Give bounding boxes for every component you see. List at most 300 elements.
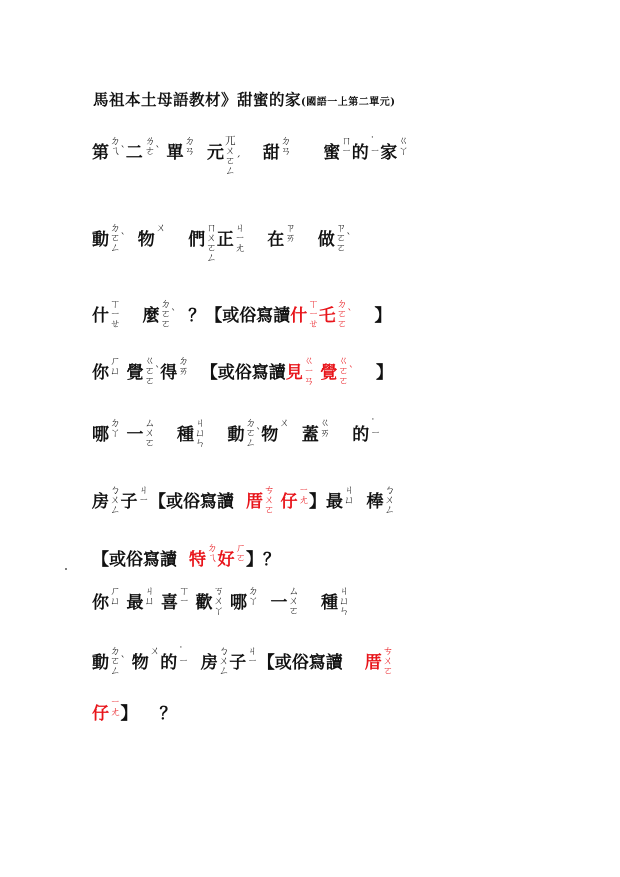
zhuyin-symbol: ㄏ xyxy=(110,585,121,597)
hanzi: 棒 xyxy=(366,492,384,512)
annotated-character xyxy=(166,135,196,164)
hanzi: 單 xyxy=(166,143,184,163)
zhuyin-annotation xyxy=(264,485,275,515)
zhuyin-symbol: ㄍ xyxy=(398,135,409,147)
zhuyin-symbol: ㄒ xyxy=(308,298,319,310)
zhuyin-symbol: ˙ xyxy=(178,645,184,657)
annotated-character xyxy=(92,484,121,516)
zhuyin-symbol: ㄛ xyxy=(382,665,394,677)
zhuyin-symbol: ㄝ xyxy=(308,318,319,330)
hanzi: 乇 xyxy=(318,306,336,326)
hanzi: 物 xyxy=(261,425,279,445)
text-line-8 xyxy=(92,585,350,617)
annotated-character xyxy=(200,645,230,677)
zhuyin-annotation xyxy=(219,646,230,676)
zhuyin-symbol: ㄛˋ xyxy=(110,655,126,667)
zhuyin-symbol: ㄍ xyxy=(319,417,331,429)
zhuyin-symbol: ㄢ xyxy=(303,375,315,387)
zhuyin-annotation xyxy=(236,543,247,563)
hanzi: 甜 xyxy=(262,143,280,163)
zhuyin-symbol: ㄞ xyxy=(319,427,331,439)
zhuyin-symbol: ㄐ xyxy=(234,222,246,234)
zhuyin-symbol: ㄩ xyxy=(344,494,355,506)
zhuyin-symbol: ㄨ xyxy=(144,427,155,439)
zhuyin-symbol: ㄤ xyxy=(234,242,246,254)
zhuyin-symbol: ㄉ xyxy=(248,585,259,597)
bracket-text: 】？ xyxy=(246,550,280,570)
zhuyin-symbol: ㄨ xyxy=(149,645,161,657)
zhuyin-symbol: ㄛ xyxy=(235,552,246,564)
annotated-character xyxy=(92,355,121,384)
annotated-character xyxy=(126,355,161,387)
zhuyin-symbol: ㄛ xyxy=(144,437,155,449)
zhuyin-symbol: ㄍ xyxy=(338,355,349,367)
zhuyin-symbol: ㄒ xyxy=(179,585,190,597)
zhuyin-annotation xyxy=(145,136,161,156)
bracket-text: ？ xyxy=(159,704,177,724)
hanzi: 種 xyxy=(321,593,338,613)
zhuyin-symbol: ㄧ xyxy=(110,308,121,320)
zhuyin-symbol: ㄨ xyxy=(279,417,290,429)
zhuyin-symbol: ㄥ xyxy=(384,504,395,516)
zhuyin-symbol: ㄎ xyxy=(213,585,224,597)
annotated-character xyxy=(229,645,258,674)
colloquial-character xyxy=(364,645,394,677)
header-subtitle: (國語一上第二單元) xyxy=(301,97,396,108)
hanzi: 蓋 xyxy=(301,425,319,445)
bracket-text: 【或俗寫讀 xyxy=(257,653,343,673)
zhuyin-symbol: ㄤ xyxy=(298,494,309,506)
zhuyin-symbol: ㄨ xyxy=(225,145,236,157)
zhuyin-symbol: ㄧ xyxy=(178,655,189,667)
zhuyin-annotation xyxy=(383,646,394,676)
annotated-character xyxy=(352,417,381,446)
hanzi: 動 xyxy=(92,653,109,673)
zhuyin-symbol: ㄧ xyxy=(303,365,315,377)
hanzi: 動 xyxy=(92,230,109,250)
hanzi: 第 xyxy=(92,143,109,163)
zhuyin-symbol: ㄛ xyxy=(264,504,275,516)
annotated-character xyxy=(137,222,167,251)
hanzi: 的 xyxy=(352,425,370,445)
zhuyin-symbol: ㄐ xyxy=(195,417,206,429)
zhuyin-symbol: ㄅ xyxy=(218,645,230,657)
zhuyin-symbol: ㄣ xyxy=(339,605,350,617)
zhuyin-symbol: ㄧ xyxy=(110,696,121,708)
zhuyin-annotation xyxy=(320,418,331,438)
zhuyin-symbol: ㄍ xyxy=(303,355,315,367)
zhuyin-symbol: ㄧ xyxy=(369,145,381,157)
zhuyin-symbol: ㄟ xyxy=(207,552,218,564)
hanzi: 你 xyxy=(92,363,109,383)
hanzi: 什 xyxy=(290,306,308,326)
zhuyin-annotation xyxy=(214,586,225,616)
annotated-character xyxy=(195,585,225,617)
annotated-character xyxy=(261,417,290,446)
hanzi: 房 xyxy=(200,653,218,673)
hanzi: 子 xyxy=(120,492,138,512)
annotated-character xyxy=(92,585,121,614)
hanzi: 厝 xyxy=(246,492,263,512)
zhuyin-annotation xyxy=(179,586,190,606)
hanzi: 房 xyxy=(92,492,109,512)
hanzi: 的 xyxy=(351,143,369,163)
zhuyin-symbol: ㄨ xyxy=(218,655,230,667)
zhuyin-annotation xyxy=(248,586,259,606)
zhuyin-symbol: ㄧ xyxy=(179,595,190,607)
annotated-character xyxy=(92,417,121,446)
text-line-9 xyxy=(92,645,394,677)
zhuyin-symbol: ㄚ xyxy=(213,605,224,617)
colloquial-character xyxy=(318,298,353,330)
zhuyin-annotation xyxy=(110,586,121,606)
zhuyin-annotation xyxy=(195,418,206,448)
zhuyin-annotation xyxy=(110,356,121,376)
zhuyin-annotation xyxy=(207,543,218,563)
hanzi: 子 xyxy=(229,653,247,673)
annotated-character xyxy=(126,142,144,164)
hanzi: 物 xyxy=(131,653,149,673)
zhuyin-annotation xyxy=(341,136,352,156)
zhuyin-symbol: ㄙ xyxy=(144,417,155,429)
zhuyin-symbol: ㄅ xyxy=(384,484,395,496)
zhuyin-symbol: ㄉ xyxy=(245,417,256,429)
zhuyin-annotation xyxy=(145,418,156,448)
zhuyin-symbol: ㄉ xyxy=(110,645,121,657)
hanzi: 一 xyxy=(270,593,288,613)
annotated-character xyxy=(144,135,161,157)
hanzi: 做 xyxy=(317,230,335,250)
annotated-character xyxy=(92,645,126,677)
zhuyin-symbol: ˙ xyxy=(370,417,376,429)
colloquial-character xyxy=(280,484,310,513)
annotated-character xyxy=(262,135,292,164)
zhuyin-annotation xyxy=(150,646,161,656)
zhuyin-symbol: ㄐ xyxy=(144,585,155,597)
text-line-4 xyxy=(92,355,393,387)
hanzi: 好 xyxy=(217,550,235,570)
annotated-character xyxy=(120,484,150,513)
zhuyin-symbol: ㄐ xyxy=(344,484,355,496)
annotated-character xyxy=(161,585,190,614)
zhuyin-symbol: ㄉ xyxy=(184,135,195,147)
annotated-character xyxy=(380,135,409,164)
hanzi: 你 xyxy=(92,593,109,613)
zhuyin-symbol: ㄛ xyxy=(288,605,299,617)
zhuyin-symbol: ㄛ xyxy=(144,375,155,387)
zhuyin-annotation xyxy=(110,646,126,676)
zhuyin-symbol: ㄝ xyxy=(110,318,121,330)
annotated-character xyxy=(92,135,126,164)
zhuyin-symbol: ㄨ xyxy=(110,494,121,506)
hanzi: 正 xyxy=(216,230,234,250)
text-line-1 xyxy=(92,135,409,177)
zhuyin-symbol: ㄚ xyxy=(248,595,259,607)
hanzi: 的 xyxy=(160,653,178,673)
annotated-character xyxy=(160,645,189,674)
zhuyin-symbol: ㄐ xyxy=(247,645,258,657)
hanzi: 覺 xyxy=(126,363,144,383)
zhuyin-annotation xyxy=(308,299,319,329)
text-line-3 xyxy=(92,298,392,330)
zhuyin-symbol: ㄧ xyxy=(234,232,246,244)
zhuyin-symbol: ㄨ xyxy=(384,494,395,506)
text-line-7 xyxy=(92,542,280,571)
worksheet-header xyxy=(93,88,395,110)
zhuyin-symbol: ㄘ xyxy=(382,645,394,657)
zhuyin-symbol: ㄜˋ xyxy=(144,145,161,157)
zhuyin-annotation xyxy=(225,136,241,176)
text-line-2 xyxy=(92,222,352,264)
annotated-character xyxy=(142,298,177,330)
zhuyin-symbol: ㄗ xyxy=(285,222,296,234)
annotated-character xyxy=(323,135,352,164)
zhuyin-symbol: ㄛˋ xyxy=(245,427,262,439)
zhuyin-symbol: ㄧ xyxy=(138,494,149,506)
annotated-character xyxy=(207,135,241,177)
colloquial-character xyxy=(217,542,247,571)
zhuyin-symbol: ㄩ xyxy=(110,365,121,377)
scan-speck xyxy=(65,568,67,570)
zhuyin-symbol: ㄛˋ xyxy=(144,365,161,377)
zhuyin-symbol: ㄛˊ xyxy=(225,155,241,167)
zhuyin-symbol: ㄐ xyxy=(339,585,350,597)
zhuyin-annotation xyxy=(398,136,409,156)
zhuyin-symbol: ㄧ xyxy=(370,427,381,439)
zhuyin-symbol: ㄥ xyxy=(245,437,256,449)
annotated-character xyxy=(177,417,206,449)
hanzi: 喜 xyxy=(161,593,178,613)
hanzi: 特 xyxy=(189,550,206,570)
zhuyin-symbol: ㄚ xyxy=(110,427,121,439)
hanzi: 厝 xyxy=(364,653,382,673)
bracket-text: 【或俗寫讀 xyxy=(200,363,286,383)
zhuyin-symbol: ㄥ xyxy=(110,242,121,254)
zhuyin-annotation xyxy=(110,418,121,438)
zhuyin-annotation xyxy=(156,223,167,233)
zhuyin-symbol: ㄅ xyxy=(110,484,121,496)
annotated-character xyxy=(321,585,350,617)
zhuyin-symbol: ㄉ xyxy=(160,298,171,310)
zhuyin-symbol: ㄫ xyxy=(225,135,236,147)
header-title: 馬祖本土母語教材》甜蜜的家 xyxy=(93,90,302,109)
annotated-character xyxy=(270,585,300,617)
annotated-character xyxy=(267,222,296,251)
zhuyin-annotation xyxy=(246,418,262,448)
zhuyin-annotation xyxy=(161,299,177,329)
hanzi: 得 xyxy=(160,363,178,383)
zhuyin-symbol: ㄛ xyxy=(335,242,347,254)
zhuyin-symbol: ㄢ xyxy=(280,145,292,157)
bracket-text: ？【或俗寫讀 xyxy=(188,306,291,326)
annotated-character xyxy=(131,645,161,674)
zhuyin-symbol: ㄐ xyxy=(138,484,149,496)
zhuyin-annotation xyxy=(178,356,189,376)
zhuyin-symbol: ㄥ xyxy=(206,252,217,264)
zhuyin-symbol: ㄛˋ xyxy=(335,232,352,244)
hanzi: 動 xyxy=(227,425,245,445)
colloquial-character xyxy=(92,696,121,725)
zhuyin-symbol: ㄉ xyxy=(207,542,218,554)
zhuyin-symbol: ㄛˋ xyxy=(336,308,353,320)
annotated-character xyxy=(227,417,262,449)
zhuyin-symbol: ㄩ xyxy=(195,427,206,439)
zhuyin-symbol: ㄉ xyxy=(280,135,292,147)
annotated-character xyxy=(92,222,126,254)
zhuyin-annotation xyxy=(247,646,258,666)
bracket-text: 】 xyxy=(120,704,138,724)
bracket-text: 】 xyxy=(374,306,392,326)
zhuyin-annotation xyxy=(110,697,121,717)
zhuyin-symbol: ㄏ xyxy=(235,542,246,554)
hanzi: 見 xyxy=(285,363,303,383)
zhuyin-symbol: ㄛˋ xyxy=(160,308,177,320)
zhuyin-symbol: ㄏ xyxy=(110,355,121,367)
hanzi: 仔 xyxy=(92,704,109,724)
zhuyin-symbol: ㄤ xyxy=(110,706,121,718)
annotated-character xyxy=(230,585,259,614)
zhuyin-symbol: ㄗ xyxy=(335,222,347,234)
hanzi: 最 xyxy=(126,593,144,613)
hanzi: 哪 xyxy=(92,425,109,445)
zhuyin-annotation xyxy=(289,586,300,616)
annotated-character xyxy=(160,355,189,384)
zhuyin-symbol: ㄇ xyxy=(341,135,352,147)
zhuyin-annotation xyxy=(235,223,246,253)
zhuyin-symbol: ㄨ xyxy=(288,595,299,607)
zhuyin-symbol: ㄙ xyxy=(288,585,299,597)
zhuyin-annotation xyxy=(145,586,156,606)
zhuyin-symbol: ㄛ xyxy=(338,375,349,387)
zhuyin-symbol: ㄛ xyxy=(336,318,348,330)
zhuyin-symbol: ㄨ xyxy=(206,232,217,244)
hanzi: 二 xyxy=(125,143,143,163)
colloquial-character xyxy=(246,484,275,516)
zhuyin-symbol: ㄨ xyxy=(213,595,224,607)
zhuyin-annotation xyxy=(336,223,352,253)
annotated-character xyxy=(351,135,381,164)
zhuyin-annotation xyxy=(337,299,353,329)
annotated-character xyxy=(317,222,352,254)
zhuyin-symbol: ㄛˋ xyxy=(110,232,126,244)
zhuyin-symbol: ㄧ xyxy=(341,145,352,157)
annotated-character xyxy=(126,585,156,614)
hanzi: 家 xyxy=(380,143,398,163)
annotated-character xyxy=(343,484,355,506)
zhuyin-symbol: ㄟˋ xyxy=(110,145,126,157)
zhuyin-symbol: ㄧ xyxy=(308,308,319,320)
zhuyin-annotation xyxy=(110,485,121,515)
zhuyin-symbol: ㄛ xyxy=(206,242,217,254)
zhuyin-symbol: ㄞ xyxy=(178,365,189,377)
annotated-character xyxy=(216,222,246,254)
annotated-character xyxy=(366,484,396,516)
zhuyin-symbol: ㄧ xyxy=(247,655,258,667)
zhuyin-symbol: ˙ xyxy=(369,135,375,147)
zhuyin-annotation xyxy=(279,418,290,428)
hanzi: 歡 xyxy=(195,593,213,613)
bracket-text: 】最 xyxy=(309,492,343,512)
zhuyin-symbol: ㄨ xyxy=(155,222,167,234)
hanzi: 什 xyxy=(92,306,109,326)
zhuyin-symbol: ㄌ xyxy=(144,135,156,147)
zhuyin-annotation xyxy=(344,485,355,505)
zhuyin-annotation xyxy=(370,418,381,438)
annotated-character xyxy=(188,222,217,264)
zhuyin-symbol: ㄥ xyxy=(218,665,230,677)
colloquial-character xyxy=(320,355,354,387)
text-line-10 xyxy=(92,696,177,725)
zhuyin-symbol: ㄢ xyxy=(184,145,195,157)
hanzi: 覺 xyxy=(320,363,338,383)
zhuyin-annotation xyxy=(339,586,350,616)
zhuyin-annotation xyxy=(110,299,121,329)
zhuyin-annotation xyxy=(185,136,196,156)
hanzi: 物 xyxy=(137,230,155,250)
zhuyin-symbol: ㄥ xyxy=(110,665,121,677)
hanzi: 蜜 xyxy=(323,143,341,163)
zhuyin-symbol: ㄩ xyxy=(110,595,121,607)
hanzi: 元 xyxy=(207,143,224,163)
zhuyin-symbol: ㄨ xyxy=(264,494,275,506)
annotated-character xyxy=(301,417,331,446)
annotated-character xyxy=(126,417,156,449)
zhuyin-annotation xyxy=(178,646,189,666)
zhuyin-annotation xyxy=(281,136,292,156)
zhuyin-symbol: ㄩ xyxy=(339,595,350,607)
zhuyin-symbol: ㄚ xyxy=(398,145,409,157)
colloquial-character xyxy=(189,542,218,571)
zhuyin-symbol: ㄛˋ xyxy=(338,365,354,377)
zhuyin-annotation xyxy=(110,136,126,156)
colloquial-character xyxy=(290,298,319,330)
colloquial-character xyxy=(285,355,315,387)
zhuyin-symbol: ㄉ xyxy=(336,298,348,310)
text-line-6 xyxy=(92,484,395,516)
zhuyin-annotation xyxy=(139,485,150,505)
zhuyin-annotation xyxy=(145,356,161,386)
zhuyin-symbol: ㄞ xyxy=(285,232,296,244)
zhuyin-annotation xyxy=(385,485,396,515)
zhuyin-symbol: ㄩ xyxy=(144,595,155,607)
zhuyin-annotation xyxy=(370,136,381,156)
zhuyin-annotation xyxy=(285,223,296,243)
zhuyin-symbol: ㄒ xyxy=(110,298,121,310)
zhuyin-symbol: ㄧ xyxy=(298,484,309,496)
zhuyin-symbol: ㄨ xyxy=(382,655,394,667)
zhuyin-symbol: ㄍ xyxy=(144,355,155,367)
zhuyin-symbol: ㄉ xyxy=(110,417,121,429)
hanzi: 麼 xyxy=(142,306,160,326)
bracket-text: 】 xyxy=(376,363,393,383)
zhuyin-symbol: ㄥ xyxy=(225,165,236,177)
hanzi: 哪 xyxy=(230,593,247,613)
zhuyin-symbol: ㄉ xyxy=(178,355,189,367)
text-line-5 xyxy=(92,417,381,449)
hanzi: 仔 xyxy=(280,492,298,512)
annotated-character xyxy=(92,298,121,330)
zhuyin-symbol: ㄥ xyxy=(110,504,121,516)
zhuyin-symbol: ㄇ xyxy=(206,222,217,234)
hanzi: 們 xyxy=(188,230,206,250)
bracket-text: 【或俗寫讀 xyxy=(149,492,234,512)
zhuyin-annotation xyxy=(206,223,217,263)
bracket-text: 【或俗寫讀 xyxy=(92,550,177,570)
zhuyin-annotation xyxy=(338,356,354,386)
hanzi: 種 xyxy=(177,425,194,445)
zhuyin-annotation xyxy=(304,356,315,386)
zhuyin-symbol: ㄉ xyxy=(110,222,121,234)
